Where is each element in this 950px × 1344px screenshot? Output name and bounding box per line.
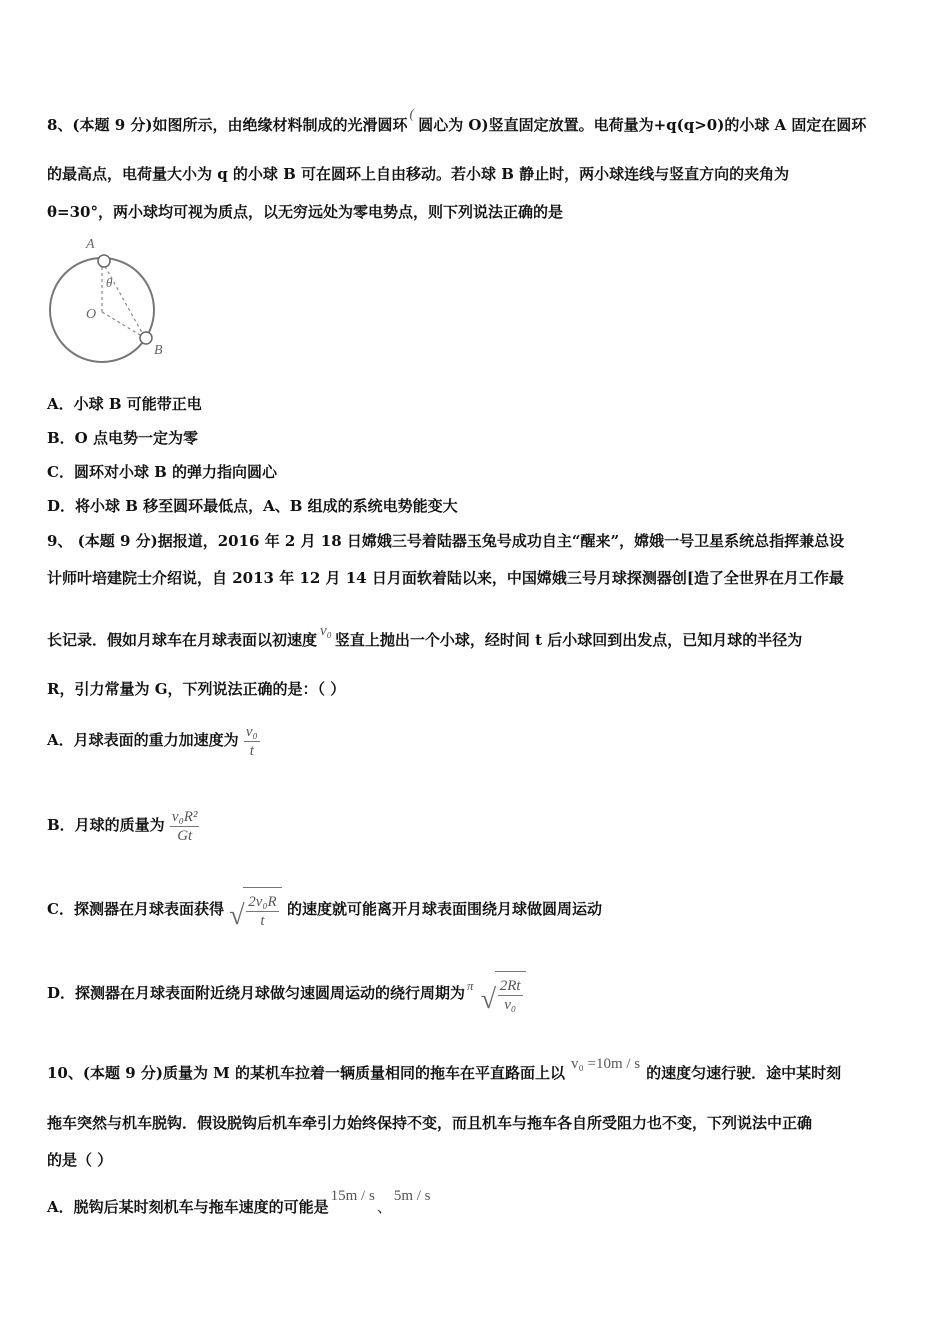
q9-v0: v₀ <box>320 623 332 639</box>
q9-option-c-text2: 的速度就可能离开月球表面围绕月球做圆周运动 <box>286 900 602 918</box>
q9-option-c-text1: C．探测器在月球表面获得 <box>47 900 224 918</box>
q9-option-d-sqrt <box>481 971 526 1018</box>
label-theta: θ <box>106 275 113 290</box>
q8-option-b: B．O 点电势一定为零 <box>47 429 198 447</box>
q10-line1-part2: 的速度匀速行驶．途中某时刻 <box>646 1064 842 1082</box>
ring-diagram <box>44 232 174 372</box>
fraction-numerator: √ 2Rt <box>499 977 521 994</box>
q9-option-a <box>47 720 260 760</box>
label-b: B <box>154 343 163 358</box>
q9-option-b-fraction <box>170 808 200 845</box>
sqrt-radicand <box>243 887 282 934</box>
q8-option-a: A．小球 B 可能带正电 <box>47 395 202 413</box>
q8-option-c: C．圆环对小球 B 的弹力指向圆心 <box>47 463 278 481</box>
q9-line4: R，引力常量为 G，下列说法正确的是：（ ） <box>47 680 346 698</box>
q9-line2: 计师叶培建院士介绍说，自 2013 年 12 月 14 日月面软着陆以来，中国嫦娥三号月球探测器创[造了全世界在月工作最 <box>47 569 844 587</box>
q9-line1: 9、 (本题 9 分)据报道，2016 年 2 月 18 日嫦娥三号着陆器玉兔号成功自主“醒来”，嫦娥一号卫星系统总指挥兼总设 <box>47 532 845 550</box>
q8-line1-part2: 圆心为 O)竖直固定放置。电荷量为+q(q>0)的小球 A 固定在圆环 <box>418 116 867 134</box>
q10-option-a-text: A．脱钩后某时刻机车与拖车速度的可能是 <box>47 1198 329 1216</box>
fraction-denominator: t <box>260 912 265 929</box>
q9-option-d-fraction <box>498 977 523 1014</box>
ball-a <box>98 255 110 267</box>
ring-figure <box>44 232 174 376</box>
q9-option-c-fraction <box>246 893 279 930</box>
fraction-numerator: √ 2v₀R <box>248 893 277 910</box>
q8-option-d: D．将小球 B 移至圆环最低点，A、B 组成的系统电势能变大 <box>47 497 458 515</box>
q8-line3: θ=30°，两小球均可视为质点，以无穷远处为零电势点，则下列说法正确的是 <box>47 203 563 221</box>
q9-option-a-text: A．月球表面的重力加速度为 <box>47 731 239 749</box>
fraction-numerator: v₀R² <box>171 808 198 825</box>
q10-separator: 、 <box>376 1198 392 1216</box>
q8-line2: 的最高点，电荷量大小为 q 的小球 B 可在圆环上自由移动。若小球 B 静止时，两小球连线与竖直方向的夹角为 <box>47 165 790 183</box>
line-ob <box>102 312 145 338</box>
q9-option-d <box>47 970 526 1018</box>
fraction-denominator: t <box>249 742 254 759</box>
sqrt-radicand <box>495 971 526 1018</box>
q9-option-d-text: D．探测器在月球表面附近绕月球做匀速圆周运动的绕行周期为 <box>47 984 466 1002</box>
q8-line1-part1: 8、(本题 9 分)如图所示，由绝缘材料制成的光滑圆环 <box>47 116 408 134</box>
label-a: A <box>86 237 95 252</box>
q9-option-b-text: B．月球的质量为 <box>47 816 165 834</box>
q9-option-c-sqrt <box>229 887 282 934</box>
q10-line1-part1: 10、(本题 9 分)质量为 M 的某机车拉着一辆质量相同的拖车在平直路面上以 <box>47 1064 566 1082</box>
q10-velocity-equation: v₀ =10m / s <box>571 1056 641 1072</box>
fraction-denominator: Gt <box>177 827 193 844</box>
q9-option-b <box>47 803 199 847</box>
q9-line3-part1: 长记录．假如月球车在月球表面以初速度 <box>47 631 318 649</box>
q10-line1 <box>47 1056 842 1084</box>
q8-paren: ( <box>409 107 415 122</box>
fraction-denominator: v₀ <box>504 996 517 1013</box>
q10-option-a <box>47 1188 433 1218</box>
label-o: O <box>86 307 97 322</box>
q9-option-d-pi: π <box>467 978 474 993</box>
ball-b <box>140 332 152 344</box>
q9-option-a-fraction <box>244 723 260 760</box>
q10-line3: 的是（ ） <box>47 1151 113 1169</box>
q10-velocity-2: 5m / s <box>393 1188 431 1204</box>
q8-line1 <box>47 107 867 137</box>
q10-velocity-1: 15m / s <box>330 1188 375 1204</box>
q10-line2: 拖车突然与机车脱钩．假设脱钩后机车牵引力始终保持不变，而且机车与拖车各自所受阻力也不变，下列说法中正确 <box>47 1114 813 1132</box>
fraction-numerator: v₀ <box>245 723 258 740</box>
q9-line3-part2: 竖直上抛出一个小球，经时间 t 后小球回到出发点，已知月球的半径为 <box>334 631 803 649</box>
q9-option-c <box>47 886 602 934</box>
q9-line3 <box>47 623 803 651</box>
